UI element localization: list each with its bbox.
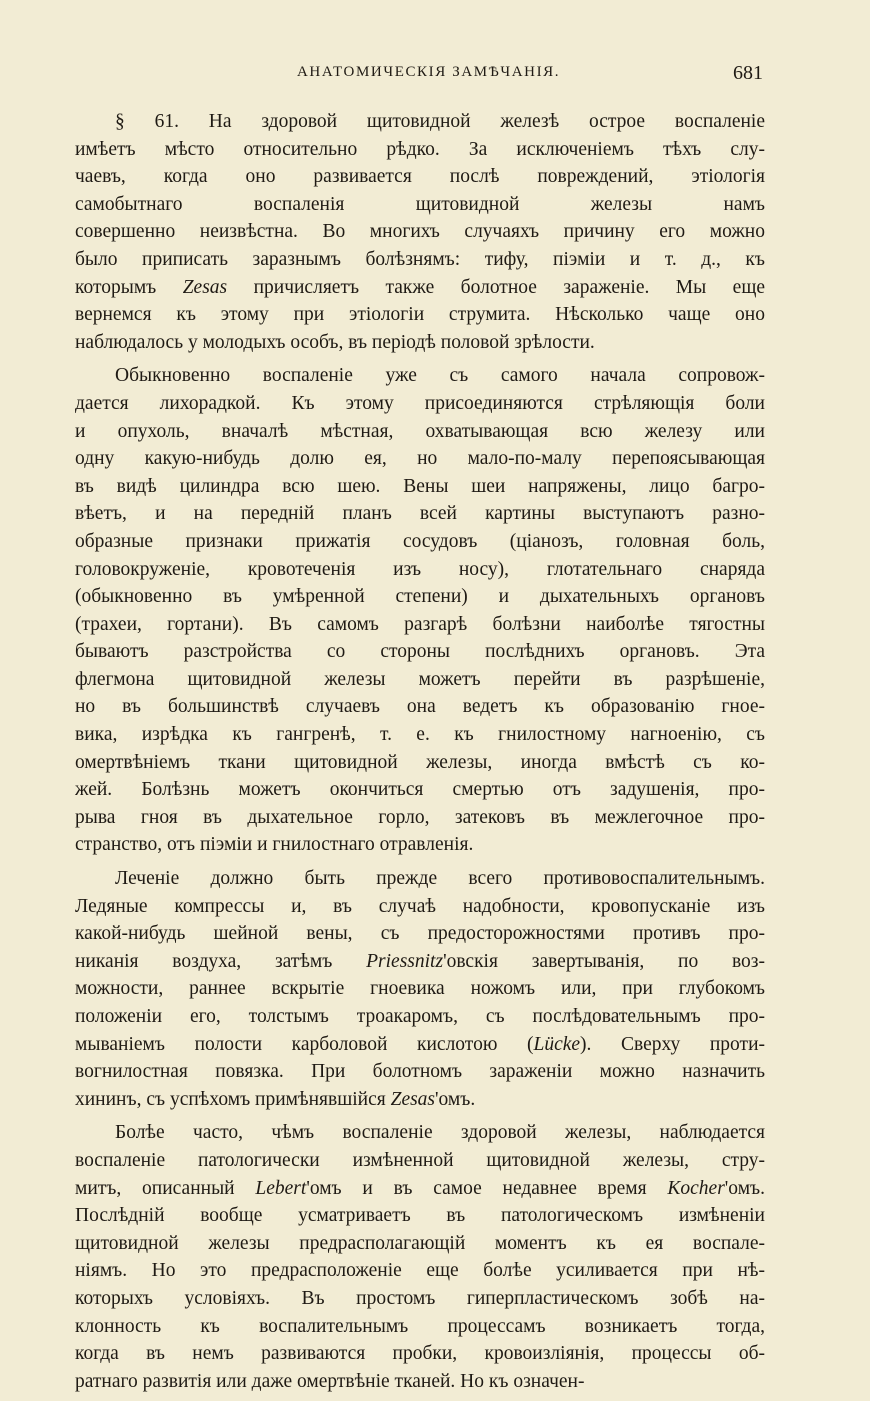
text-line: вогнилостная повязка. При болотномъ зараженiи можно назначить (75, 1061, 765, 1083)
text-line: которыхъ условiяхъ. Въ простомъ гиперпластическомъ зобѣ на- (75, 1287, 765, 1309)
text-line: какой-нибудь шейной вены, съ предосторожностями противъ про- (75, 923, 765, 945)
text-line: никанiя воздуха, затѣмъ Priessnitz'овскiя завертыванiя, по воз- (75, 950, 765, 972)
paragraph (75, 108, 765, 356)
paragraph (75, 362, 765, 859)
text-line: но въ большинствѣ случаевъ она ведетъ къ образованiю гное- (75, 696, 765, 718)
paragraph (75, 865, 765, 1113)
text-line: (обыкновенно въ умѣренной степени) и дыхательныхъ органовъ (75, 586, 765, 608)
text-line: щитовидной железы предрасполагающiй моментъ къ ея воспале- (75, 1232, 765, 1254)
text-line: воспаленiе патологически измѣненной щитовидной железы, стру- (75, 1149, 765, 1171)
text-line: и опухоль, вначалѣ мѣстная, охватывающая всю железу или (75, 420, 765, 442)
text-line: (трахеи, гортани). Въ самомъ разгарѣ болѣзни наиболѣе тягостны (75, 613, 765, 635)
text-line: чаевъ, когда оно развивается послѣ повреждений, этiологiя (75, 166, 765, 188)
running-title: АНАТОМИЧЕСКIЯ ЗАМѢЧАНIЯ. (297, 64, 561, 80)
text-line: клонность къ воспалительнымъ процессамъ возникаетъ тогда, (75, 1315, 765, 1337)
paragraph (75, 1119, 765, 1395)
text-line: можности, раннее вскрытiе гноевика ножомъ или, при глубокомъ (75, 978, 765, 1000)
text-line: совершенно неизвѣстна. Во многихъ случаяхъ причину его можно (75, 221, 765, 243)
text-line: положенiи его, толстымъ троакаромъ, съ послѣдовательнымъ про- (75, 1006, 765, 1027)
text-line: омертвѣнiемъ ткани щитовидной железы, иногда вмѣстѣ съ ко- (75, 751, 765, 773)
text-line: бываютъ разстройства со стороны послѣднихъ органовъ. Эта (75, 641, 765, 663)
text-line: было приписать заразнымъ болѣзнямъ: тифу, пiэмiи и т. д., къ (75, 248, 765, 270)
text-line: мыванiемъ полости карболовой кислотою (Lücke). Сверху проти- (75, 1033, 765, 1055)
text-line: когда въ немъ развиваются пробки, кровоизлiянiя, процессы об- (75, 1343, 765, 1365)
text-line: флегмона щитовидной железы можетъ перейти въ разрѣшенiе, (75, 668, 765, 690)
page-header (75, 62, 765, 90)
text-line: нiямъ. Но это предрасположенiе еще болѣе усиливается при нѣ- (75, 1260, 765, 1282)
text-line: жей. Болѣзнь можетъ окончиться смертью отъ задушенiя, про- (75, 779, 765, 801)
text-line: дается лихорадкой. Къ этому присоединяются стрѣляющiя боли (75, 392, 765, 414)
text-line: хининъ, съ успѣхомъ примѣнявшiйся Zesas'омъ. (75, 1088, 476, 1110)
text-line: Болѣе часто, чѣмъ воспаленiе здоровой железы, наблюдается (115, 1122, 765, 1144)
text-line: Обыкновенно воспаленiе уже съ самого начала сопровож- (115, 365, 765, 387)
text-line: вѣетъ, и на переднiй планъ всей картины выступаютъ разно- (75, 503, 765, 525)
text-line: Послѣднiй вообще усматриваетъ въ патологическомъ измѣненiи (75, 1205, 765, 1227)
text-line: головокруженiе, кровотеченiя изъ носу), глотательнаго снаряда (75, 558, 765, 580)
page-number: 681 (733, 62, 763, 84)
text-line: странство, отъ пiэмiи и гнилостнаго отравленiя. (75, 834, 474, 856)
text-line: митъ, описанный Lebert'омъ и въ самое недавнее время Kocher'омъ. (75, 1177, 765, 1199)
text-line: вика, изрѣдка къ гангренѣ, т. е. къ гнилостному нагноенiю, съ (75, 724, 765, 746)
text-line: самобытнаго воспаленiя щитовидной железы намъ (75, 193, 765, 215)
text-line: одну какую-нибудь долю ея, но мало-по-малу перепоясывающая (75, 448, 765, 470)
page-body (75, 108, 765, 1401)
text-line: имѣетъ мѣсто относительно рѣдко. За исключенiемъ тѣхъ слу- (75, 138, 765, 160)
text-line: Леченiе должно быть прежде всего противовоспалительнымъ. (115, 868, 765, 890)
text-line: наблюдалось у молодыхъ особъ, въ перiодѣ половой зрѣлости. (75, 331, 595, 353)
text-line: Ледяные компрессы и, въ случаѣ надобности, кровопусканiе изъ (75, 895, 765, 917)
text-line: § 61. На здоровой щитовидной железѣ острое воспаленiе (115, 111, 765, 132)
text-line: которымъ Zesas причисляетъ также болотное зараженiе. Мы еще (75, 276, 765, 298)
text-line: въ видѣ цилиндра всю шею. Вены шеи напряжены, лицо багро- (75, 475, 765, 497)
text-line: ратнаго развитiя или даже омертвѣнiе тканей. Но къ означен- (75, 1370, 585, 1392)
text-line: образные признаки прижатiя сосудовъ (цiанозъ, головная боль, (75, 530, 765, 552)
text-line: рыва гноя въ дыхательное горло, затековъ въ межлегочное про- (75, 806, 765, 828)
text-line: вернемся къ этому при этiологiи струмита. Нѣсколько чаще оно (75, 304, 765, 326)
